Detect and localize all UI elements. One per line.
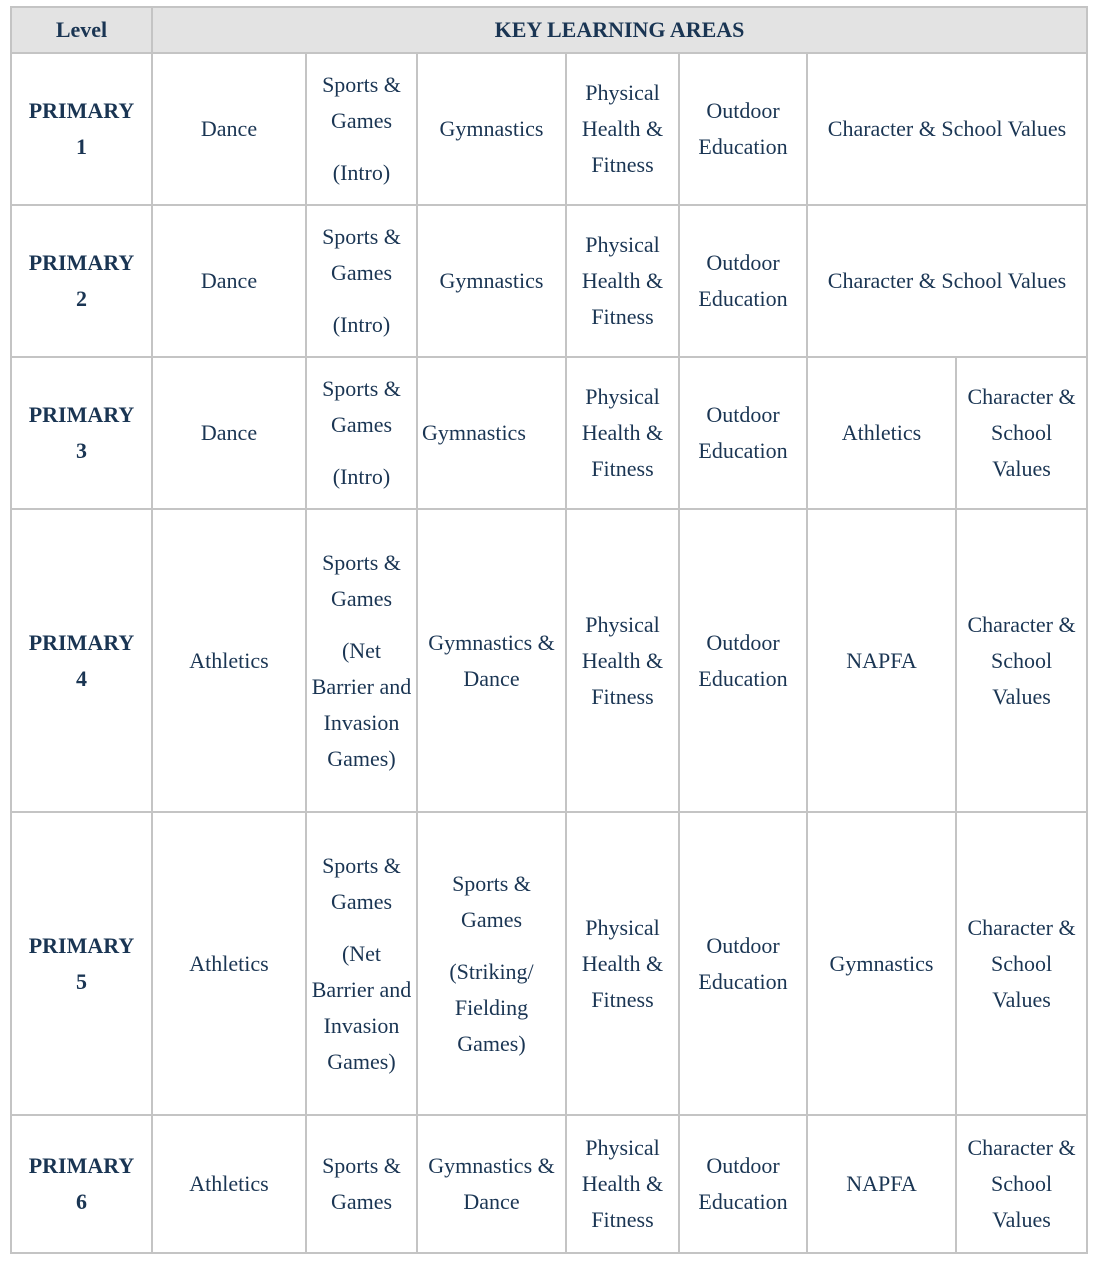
level-number: 1: [76, 134, 87, 159]
level-cell: [11, 812, 152, 1115]
level-name: PRIMARY: [28, 1153, 135, 1178]
area-cell: Athletics: [807, 357, 956, 509]
area-cell: Gymnastics & Dance: [417, 1115, 566, 1253]
curriculum-table: [10, 6, 1088, 1254]
area-cell: [306, 812, 417, 1115]
level-name: PRIMARY: [28, 629, 135, 655]
area-cell: Character & School Values: [956, 357, 1087, 509]
area-cell: Sports & Games: [306, 1115, 417, 1253]
area-main: Sports & Games: [452, 870, 531, 932]
table-row: [11, 205, 1087, 357]
area-cell: Gymnastics: [417, 357, 566, 509]
area-sub: (Intro): [332, 312, 391, 337]
area-cell: NAPFA: [807, 1115, 956, 1253]
area-main: Sports & Games: [322, 72, 401, 133]
area-cell: Gymnastics: [417, 53, 566, 205]
area-cell: Physical Health & Fitness: [566, 812, 679, 1115]
area-cell: [417, 812, 566, 1115]
level-name: PRIMARY: [28, 250, 135, 275]
level-name: PRIMARY: [28, 98, 135, 123]
area-main: Sports & Games: [322, 376, 401, 437]
area-cell: [306, 509, 417, 812]
area-cell: Character & School Values: [956, 812, 1087, 1115]
area-cell: Physical Health & Fitness: [566, 357, 679, 509]
area-cell: Dance: [152, 53, 306, 205]
area-cell: Character & School Values: [807, 205, 1087, 357]
table-row: [11, 357, 1087, 509]
area-cell: Outdoor Education: [679, 509, 807, 812]
level-cell: [11, 53, 152, 205]
area-main: Sports & Games: [322, 852, 401, 914]
header-level: Level: [11, 7, 152, 53]
area-sub: (Net Barrier and Invasion Games): [311, 940, 412, 1074]
level-number: 5: [76, 968, 87, 994]
level-cell: [11, 509, 152, 812]
table-row: [11, 812, 1087, 1115]
area-cell: Outdoor Education: [679, 812, 807, 1115]
table-row: [11, 53, 1087, 205]
table-row: [11, 1115, 1087, 1253]
table-row: [11, 509, 1087, 812]
header-key-learning-areas: KEY LEARNING AREAS: [152, 7, 1087, 53]
area-cell: Physical Health & Fitness: [566, 1115, 679, 1253]
level-name: PRIMARY: [28, 402, 135, 427]
area-cell: Physical Health & Fitness: [566, 205, 679, 357]
level-cell: [11, 357, 152, 509]
level-number: 2: [76, 286, 87, 311]
level-number: 4: [76, 665, 87, 691]
area-cell: Gymnastics: [417, 205, 566, 357]
area-cell: Character & School Values: [956, 509, 1087, 812]
area-cell: Dance: [152, 357, 306, 509]
area-cell: Physical Health & Fitness: [566, 53, 679, 205]
area-cell: [306, 205, 417, 357]
area-cell: [306, 357, 417, 509]
area-cell: NAPFA: [807, 509, 956, 812]
area-cell: Athletics: [152, 1115, 306, 1253]
area-cell: Dance: [152, 205, 306, 357]
level-cell: [11, 1115, 152, 1253]
area-cell: Character & School Values: [956, 1115, 1087, 1253]
level-number: 6: [76, 1189, 87, 1214]
area-cell: Gymnastics & Dance: [417, 509, 566, 812]
area-cell: Outdoor Education: [679, 53, 807, 205]
area-cell: Outdoor Education: [679, 357, 807, 509]
area-sub: (Intro): [332, 160, 391, 185]
area-sub: (Striking/ Fielding Games): [449, 958, 534, 1056]
level-cell: [11, 205, 152, 357]
area-cell: Gymnastics: [807, 812, 956, 1115]
area-cell: Athletics: [152, 812, 306, 1115]
area-cell: Athletics: [152, 509, 306, 812]
area-main: Sports & Games: [322, 224, 401, 285]
area-cell: [306, 53, 417, 205]
header-row: [11, 7, 1087, 53]
area-sub: (Net Barrier and Invasion Games): [311, 637, 412, 771]
area-sub: (Intro): [332, 464, 391, 489]
area-main: Sports & Games: [322, 549, 401, 611]
level-number: 3: [76, 438, 87, 463]
level-name: PRIMARY: [28, 932, 135, 958]
area-cell: Character & School Values: [807, 53, 1087, 205]
area-cell: Physical Health & Fitness: [566, 509, 679, 812]
area-cell: Outdoor Education: [679, 1115, 807, 1253]
area-cell: Outdoor Education: [679, 205, 807, 357]
